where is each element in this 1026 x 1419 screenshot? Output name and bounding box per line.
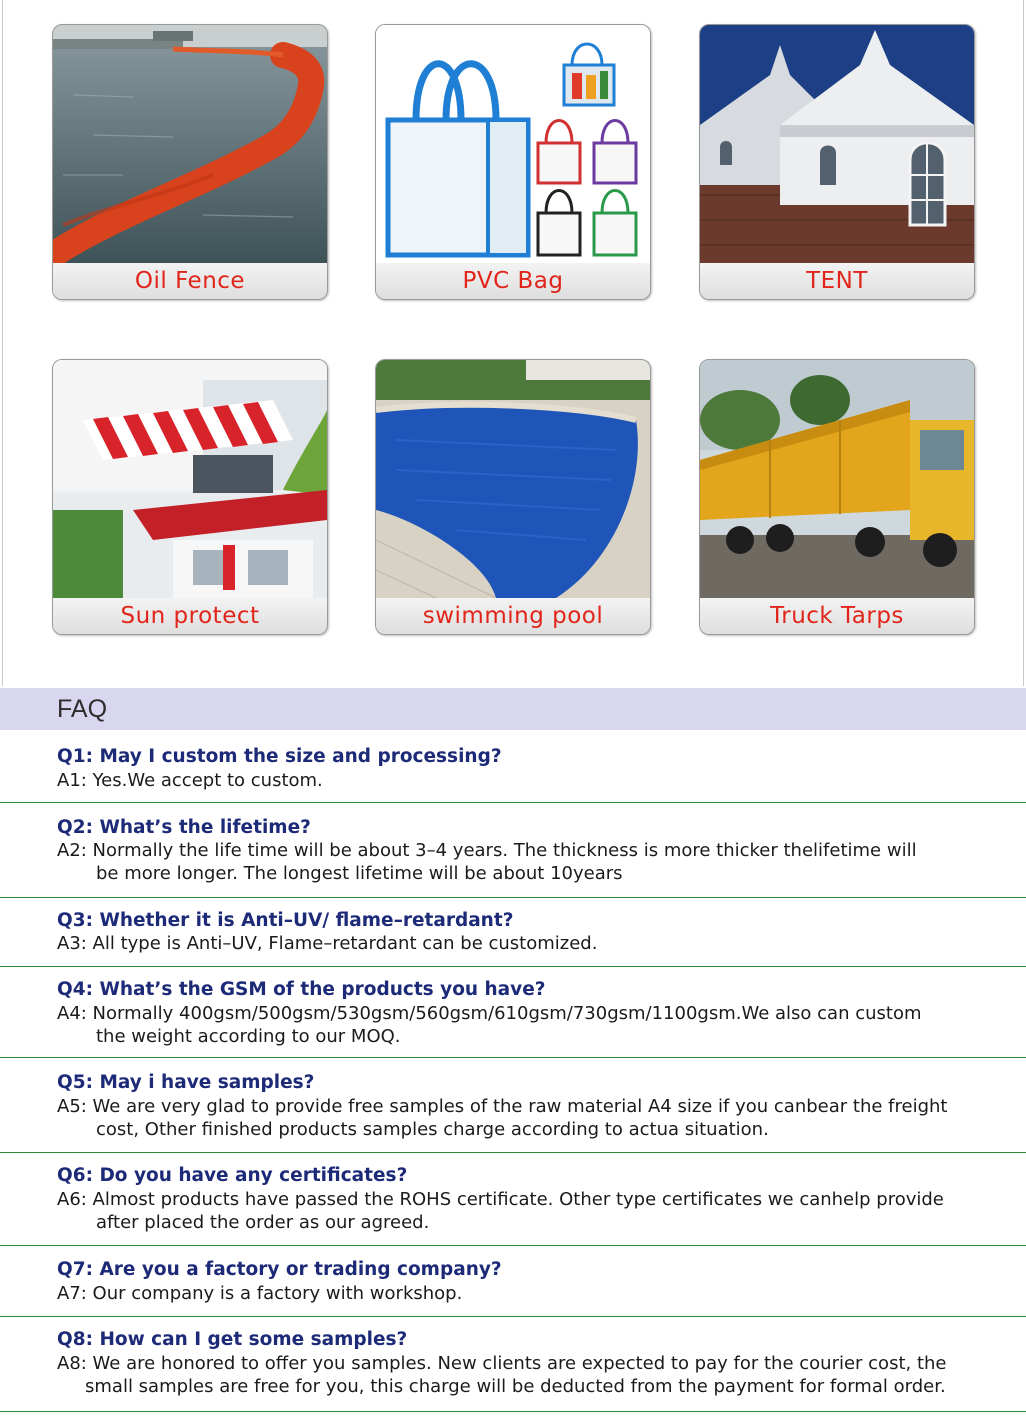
faq-question: Q3: Whether it is Anti–UV/ flame–retardant?	[57, 910, 514, 931]
faq-item	[0, 1153, 1026, 1246]
product-card-oil-fence[interactable]	[52, 24, 328, 300]
faq-question: Q5: May i have samples?	[57, 1072, 315, 1093]
faq-answer: A6: Almost products have passed the ROHS certificate. Other type certificates we canhelp provide	[57, 1189, 944, 1210]
faq-answer-continuation: after placed the order as our agreed.	[96, 1212, 430, 1233]
faq-item	[0, 1246, 1026, 1317]
faq-question: Q1: May I custom the size and processing?	[57, 746, 502, 767]
faq-item	[0, 803, 1026, 898]
faq-answer-continuation: cost, Other finished products samples charge according to actua situation.	[96, 1119, 769, 1140]
faq-item	[0, 967, 1026, 1058]
truck-tarps-image	[700, 360, 974, 598]
faq-answer-continuation: the weight according to our MOQ.	[96, 1026, 401, 1047]
product-label: Truck Tarps	[700, 598, 974, 634]
faq-item	[0, 898, 1026, 967]
faq-answer-continuation: be more longer. The longest lifetime will be about 10years	[96, 863, 623, 884]
faq-question: Q2: What’s the lifetime?	[57, 817, 311, 838]
faq-answer: A1: Yes.We accept to custom.	[57, 770, 323, 791]
faq-answer: A5: We are very glad to provide free samples of the raw material A4 size if you canbear the freight	[57, 1096, 948, 1117]
faq-question: Q4: What’s the GSM of the products you have?	[57, 979, 546, 1000]
pvc-bag-image	[376, 25, 650, 263]
faq-question: Q8: How can I get some samples?	[57, 1329, 408, 1350]
product-card-sun-protect[interactable]	[52, 359, 328, 635]
faq-item	[0, 1058, 1026, 1153]
swimming-pool-image	[376, 360, 650, 598]
faq-item	[0, 730, 1026, 803]
faq-answer: A8: We are honored to offer you samples. New clients are expected to pay for the courier cost, the	[57, 1353, 947, 1374]
product-label: Oil Fence	[53, 263, 327, 299]
faq-answer-continuation: small samples are free for you, this charge will be deducted from the payment for formal order.	[85, 1376, 946, 1397]
product-card-truck-tarps[interactable]	[699, 359, 975, 635]
product-card-swimming-pool[interactable]	[375, 359, 651, 635]
faq-header	[0, 688, 1026, 730]
faq-answer: A3: All type is Anti–UV, Flame–retardant can be customized.	[57, 933, 598, 954]
product-label: PVC Bag	[376, 263, 650, 299]
faq-question: Q6: Do you have any certificates?	[57, 1165, 408, 1186]
faq-answer: A7: Our company is a factory with workshop.	[57, 1283, 463, 1304]
product-label: Sun protect	[53, 598, 327, 634]
product-label: swimming pool	[376, 598, 650, 634]
sun-protect-image	[53, 360, 327, 598]
faq-title: FAQ	[57, 695, 108, 723]
product-card-tent[interactable]	[699, 24, 975, 300]
faq-question: Q7: Are you a factory or trading company?	[57, 1259, 502, 1280]
oil-fence-image	[53, 25, 327, 263]
faq-answer: A2: Normally the life time will be about 3–4 years. The thickness is more thicker thelifetime will	[57, 840, 917, 861]
faq-answer: A4: Normally 400gsm/500gsm/530gsm/560gsm/610gsm/730gsm/1100gsm.We also can custom	[57, 1003, 922, 1024]
tent-image	[700, 25, 974, 263]
product-label: TENT	[700, 263, 974, 299]
faq-item	[0, 1317, 1026, 1412]
product-card-pvc-bag[interactable]	[375, 24, 651, 300]
